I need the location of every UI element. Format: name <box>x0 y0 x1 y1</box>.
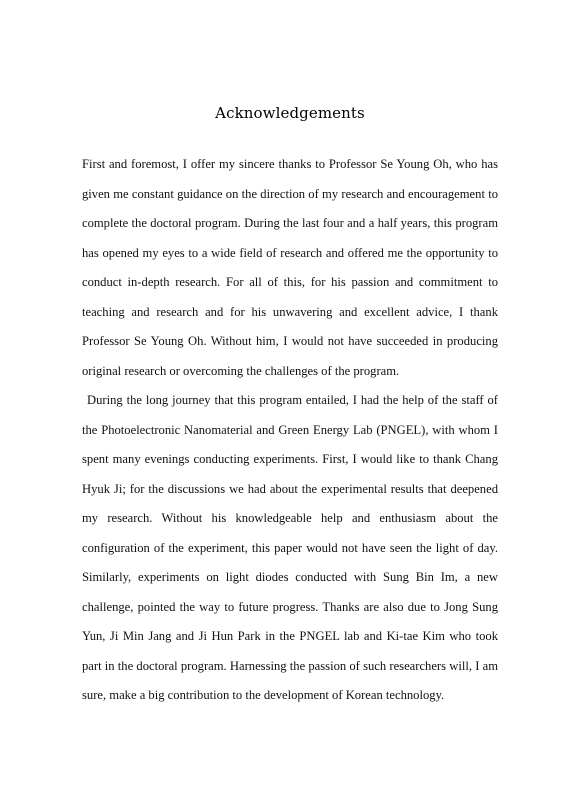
paragraph-1: First and foremost, I offer my sincere thanks to Professor Se Young Oh, who has given me constant guidance on the direction of my research and encouragement to complete the doctoral program. During the last four and a half years, this program has opened my eyes to a wide field of research and offered me the opportunity to conduct in-depth research. For all of this, for his passion and commitment to teaching and research and for his unwavering and excellent advice, I thank Professor Se Young Oh. Without him, I would not have succeeded in producing original research or overcoming the challenges of the program. <box>82 157 498 378</box>
paragraph-2: During the long journey that this program entailed, I had the help of the staff of the Photoelectronic Nanomaterial and Green Energy Lab (PNGEL), with whom I spent many evenings conducting experiments. First, I would like to thank Chang Hyuk Ji; for the discussions we had about the experimental results that deepened my research. Without his knowledgeable help and enthusiasm about the configuration of the experiment, this paper would not have seen the light of day. Similarly, experiments on light diodes conducted with Sung Bin Im, a new challenge, pointed the way to future progress. Thanks are also due to Jong Sung Yun, Ji Min Jang and Ji Hun Park in the PNGEL lab and Ki-tae Kim who took part in the doctoral program. Harnessing the passion of such researchers will, I am sure, make a big contribution to the development of Korean technology. <box>82 393 498 702</box>
page-title: Acknowledgements <box>215 104 365 122</box>
body-text <box>82 150 498 711</box>
